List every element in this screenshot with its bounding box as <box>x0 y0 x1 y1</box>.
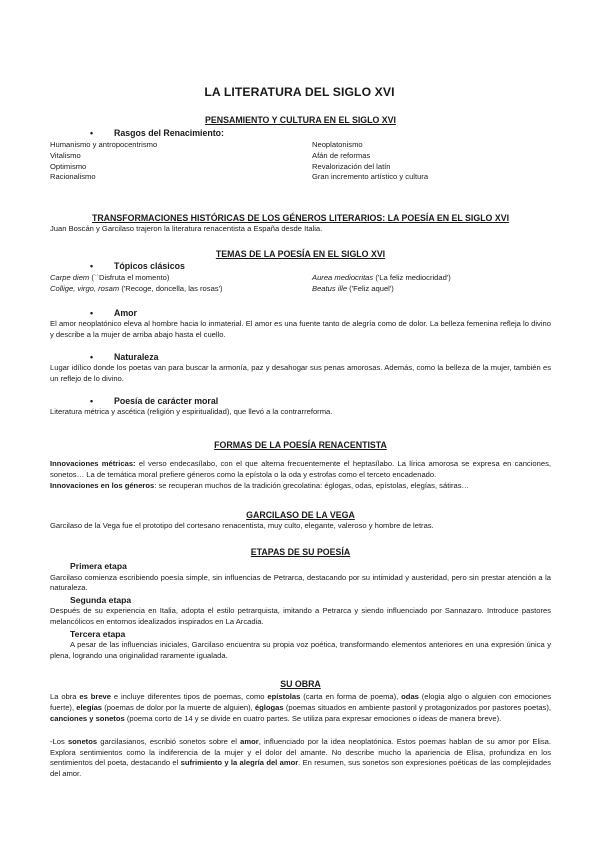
list-item <box>50 273 312 284</box>
translation: ('La feliz mediocridad') <box>373 272 451 282</box>
section-heading: SU OBRA <box>280 679 321 689</box>
bullet-label: Naturaleza <box>114 351 159 362</box>
translation: (``Disfruta el momento) <box>89 272 170 282</box>
text: (elogia algo o alguien con emociones fuerte), <box>50 692 551 713</box>
paragraph <box>50 481 551 492</box>
bold-term: sufrimiento y la alegría del amor <box>180 758 299 768</box>
paragraph: Después de su experiencia en Italia, adopta el estilo petrarquista, imitando a Petrarca y siendo influenciado por Sannazaro. Introduce pastores melancólicos en entornos idealizados inspirados en La Arcadia. <box>50 606 551 627</box>
paragraph <box>50 692 551 724</box>
translation: ('Feliz aquel') <box>347 283 394 293</box>
topicos-left <box>50 273 312 295</box>
text: e incluye diferentes tipos de poemas, como <box>111 692 268 702</box>
section-pensamiento <box>50 114 551 183</box>
bullet-heading <box>50 307 551 319</box>
bold-term: es breve <box>79 692 111 702</box>
bullet-label: Tópicos clásicos <box>114 261 185 272</box>
bullet-icon: • <box>90 395 94 406</box>
bullet-heading <box>50 351 551 363</box>
bullet-icon: • <box>90 261 94 272</box>
text: , influenciado por la idea neoplatónica. Estos poemas hablan de su amor por Elisa. Explora sentimientos como la indiferencia de la mujer y el dolor del amante. No describe mucho la apariencia de Elisa, profundiza en los sentimientos del poeta, destacando el <box>50 736 551 768</box>
translation: ('Recoge, doncella, las rosas') <box>119 283 223 293</box>
latin-term: Carpe diem <box>50 272 90 282</box>
paragraph: El amor neoplatónico eleva al hombre hacia lo inmaterial. El amor es una fuente tanto de alegría como de dolor. La belleza femenina refleja lo divino y describe a la mujer de arriba abajo hasta el cuello. <box>50 319 551 339</box>
section-heading: GARCILASO DE LA VEGA <box>246 510 355 520</box>
page-title: LA LITERATURA DEL SIGLO XVI <box>204 85 395 99</box>
text: -Los <box>50 736 68 746</box>
bullet-heading <box>50 260 551 272</box>
bold-term: epístolas <box>267 692 301 702</box>
latin-term: Collige, virgo, rosam <box>50 283 120 293</box>
list-item: Optimismo <box>50 161 87 171</box>
paragraph-text: el verso endecasílabo, con el que alterna frecuentemente el heptasílabo. La lírica amorosa se expresa en canciones, sonetos… La de temática moral prefiere géneros como la epístola o la oda y estrofas como el terceto encadenado. <box>50 459 551 480</box>
paragraph: Garcilaso de la Vega fue el prototipo del cortesano renacentista, muy culto, elegante, valeroso y hombre de letras. <box>50 521 434 531</box>
list-item: Neoplatonismo <box>312 139 363 149</box>
text: (poemas situados en ambiente pastoril y protagonizados por pastores poetas), <box>283 703 551 713</box>
bold-term: sonetos <box>67 736 98 746</box>
list-item: Revalorización del latín <box>312 161 391 171</box>
bold-term: Innovaciones en los géneros <box>50 481 155 491</box>
section-heading: FORMAS DE LA POESÍA RENACENTISTA <box>214 440 387 450</box>
stage-heading: Tercera etapa <box>70 629 126 640</box>
bold-term: canciones y sonetos <box>50 714 125 724</box>
bullet-icon: • <box>90 351 94 362</box>
bold-term: elegías <box>76 703 103 713</box>
bullet-heading <box>50 395 551 407</box>
traits-right <box>312 140 551 183</box>
bullet-label: Rasgos del Renacimiento: <box>114 128 224 139</box>
section-formas <box>50 439 551 492</box>
section-obra <box>50 678 551 780</box>
text: (carta en forma de poema), <box>300 692 402 702</box>
text: . En resumen, sus sonetos son expresiones poéticas de las complejidades del amor. <box>50 758 551 779</box>
text: garcilasianos, escribió sonetos sobre el <box>97 736 241 746</box>
paragraph: Juan Boscán y Garcilaso trajeron la literatura renacentista a España desde Italia. <box>50 224 323 234</box>
stage-heading: Primera etapa <box>70 561 127 572</box>
bold-term: amor <box>240 736 259 746</box>
text: (poema corto de 14 y se divide en cuatro partes. Se utiliza para expresar emociones o ideas de manera breve). <box>124 714 502 724</box>
latin-term: Aurea mediocritas <box>312 272 374 282</box>
paragraph-text: : se recuperan muchos de la tradición grecolatina: églogas, odas, epístolas, elegías, sátiras… <box>154 481 470 491</box>
text: (poemas de dolor por la muerte de alguien), <box>102 703 255 713</box>
list-item: Racionalismo <box>50 172 96 182</box>
paragraph: Literatura métrica y ascética (religión y espiritualidad), que llevó a la contrarreforma. <box>50 407 333 417</box>
text: La obra <box>50 692 80 702</box>
paragraph <box>50 737 551 780</box>
traits-left <box>50 140 312 183</box>
stage-heading: Segunda etapa <box>70 595 132 606</box>
section-transformaciones <box>50 212 551 235</box>
paragraph: A pesar de las influencias iniciales, Garcilaso encuentra su propia voz poética, transformando elementos anteriores en una expresión única y plena, logrando una originalidad raramente igualada. <box>50 640 551 660</box>
paragraph: Lugar idílico donde los poetas van para buscar la armonía, paz y desahogar sus penas amorosas. Además, como la belleza de la mujer, también es un reflejo de lo divino. <box>50 363 551 383</box>
traits-columns <box>50 140 551 183</box>
section-heading: TRANSFORMACIONES HISTÓRICAS DE LOS GÉNEROS LITERARIOS: LA POESÍA EN EL SIGLO XVI <box>91 213 510 223</box>
section-heading: PENSAMIENTO Y CULTURA EN EL SIGLO XVI <box>205 115 396 125</box>
section-heading: TEMAS DE LA POESÍA EN EL SIGLO XVI <box>215 249 386 259</box>
bold-term: Innovaciones métricas: <box>50 459 136 469</box>
latin-term: Beatus ille <box>312 283 348 293</box>
paragraph: Garcilaso comienza escribiendo poesía simple, sin influencias de Petrarca, destacando por su intimidad y austeridad, pero sin prestar atención a la naturaleza. <box>50 572 551 593</box>
list-item <box>312 284 551 295</box>
bold-term: églogas <box>254 703 284 713</box>
list-item: Humanismo y antropocentrismo <box>50 139 158 149</box>
section-etapas <box>50 546 551 662</box>
section-temas <box>50 248 551 418</box>
bullet-label: Poesía de carácter moral <box>114 395 219 406</box>
list-item: Afán de reformas <box>312 150 371 160</box>
section-garcilaso <box>50 509 551 532</box>
list-item: Gran incremento artístico y cultura <box>312 172 429 182</box>
bullet-icon: • <box>90 128 94 139</box>
bullet-icon: • <box>90 307 94 318</box>
paragraph <box>50 459 551 481</box>
section-heading: ETAPAS DE SU POESÍA <box>250 547 351 557</box>
topicos-right <box>312 273 551 295</box>
list-item: Vitalismo <box>50 150 81 160</box>
bullet-label: Amor <box>114 307 137 318</box>
topicos-columns <box>50 273 551 295</box>
list-item <box>312 273 551 284</box>
list-item <box>50 284 312 295</box>
bold-term: odas <box>401 692 419 702</box>
bullet-heading <box>50 127 551 139</box>
